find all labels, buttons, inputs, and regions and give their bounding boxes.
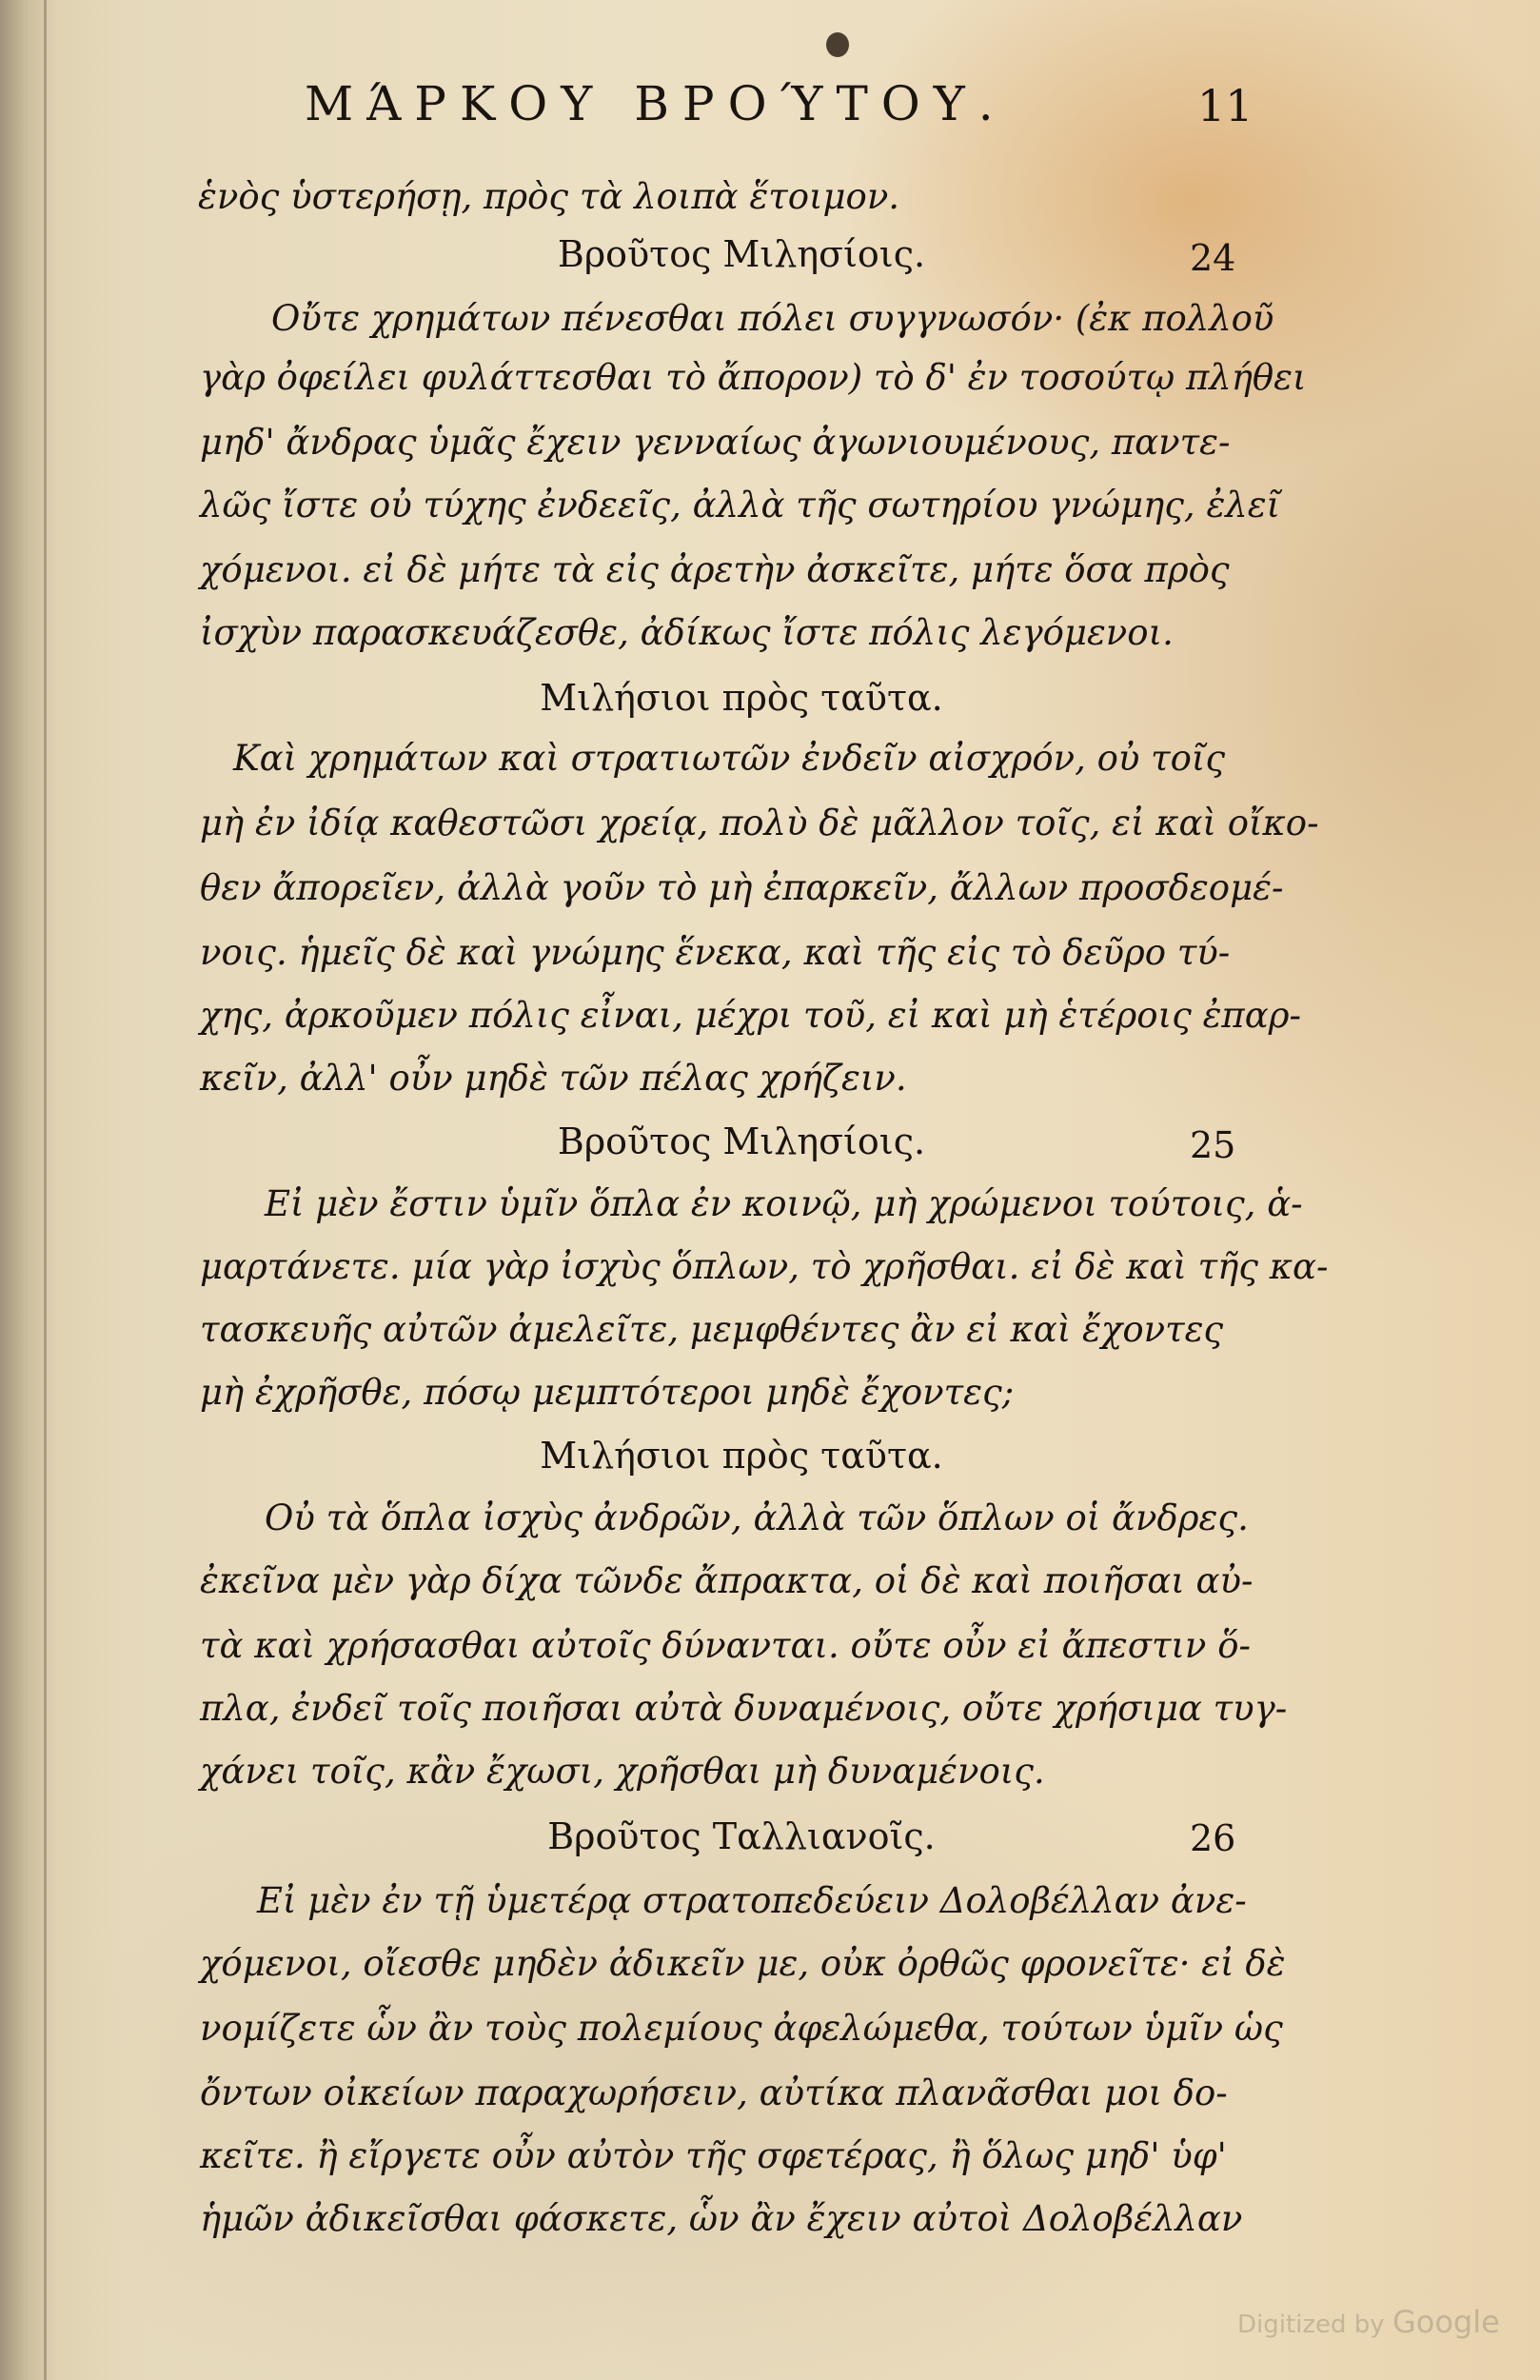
reply-25-heading [0,1435,1540,1477]
reply-25-line-3: τὰ καὶ χρήσασθαι αὐτοῖς δύνανται. οὔτε οὖν εἰ ἄπεστιν ὅ- [200,1625,1251,1666]
letter-25-line-2: μαρτάνετε. μία γὰρ ἰσχὺς ὅπλων, τὸ χρῆσθαι. εἰ δὲ καὶ τῆς κα- [200,1246,1329,1287]
reply-24-line-1: Καὶ χρημάτων καὶ στρατιωτῶν ἐνδεῖν αἰσχρόν, οὐ τοῖς [233,738,1226,779]
letter-26-line-2: χόμενοι, οἴεσθε μηδὲν ἀδικεῖν με, οὐκ ὀρθῶς φρονεῖτε· εἰ δὲ [200,1943,1286,1984]
reply-24-heading [0,677,1540,719]
letter-24-line-6: ἰσχὺν παρασκευάζεσθε, ἀδίκως ἴστε πόλις λεγόμενοι. [200,612,1174,653]
reply-25-line-2: ἐκεῖνα μὲν γὰρ δίχα τῶνδε ἄπρακτα, οἱ δὲ καὶ ποιῆσαι αὐ- [200,1560,1254,1601]
binding-hole [826,32,849,57]
reply-25-line-1: Οὐ τὰ ὅπλα ἰσχὺς ἀνδρῶν, ἀλλὰ τῶν ὅπλων οἱ ἄνδρες. [265,1497,1249,1538]
reply-24-line-5: χης, ἀρκοῦμεν πόλις εἶναι, μέχρι τοῦ, εἰ καὶ μὴ ἑτέροις ἐπαρ- [200,995,1301,1036]
letter-26-heading-text: Βροῦτος Ταλλιανοῖς. [547,1815,936,1857]
letter-26-line-3: νομίζετε ὧν ἂν τοὺς πολεμίους ἀφελώμεθα, τούτων ὑμῖν ὡς [200,2008,1283,2049]
letter-24-heading-text: Βροῦτος Μιλησίοις. [557,233,926,275]
reply-24-line-4: νοις. ἡμεῖς δὲ καὶ γνώμης ἕνεκα, καὶ τῆς εἰς τὸ δεῦρο τύ- [200,932,1231,973]
google-brand-label: Google [1392,2304,1500,2340]
reply-24-line-3: θεν ἄπορεῖεν, ἀλλὰ γοῦν τὸ μὴ ἐπαρκεῖν, ἄλλων προσδεομέ- [200,867,1284,908]
reply-24-line-6: κεῖν, ἀλλ' οὖν μηδὲ τῶν πέλας χρήζειν. [200,1058,907,1099]
letter-25-heading-text: Βροῦτος Μιλησίοις. [557,1121,926,1162]
letter-24-line-1: Οὔτε χρημάτων πένεσθαι πόλει συγγνωσόν· (ἐκ πολλοῦ [271,298,1274,339]
letter-25-heading [0,1123,1540,1160]
letter-25-line-1: Εἰ μὲν ἔστιν ὑμῖν ὅπλα ἐν κοινῷ, μὴ χρώμενοι τούτοις, ἁ- [265,1183,1303,1224]
letter-26-line-4: ὄντων οἰκείων παραχωρήσειν, αὐτίκα πλανᾶσθαι μοι δο- [200,2073,1228,2113]
letter-24-line-2: γὰρ ὀφείλει φυλάττεσθαι τὸ ἄπορον) τὸ δ' ἐν τοσούτῳ πλήθει [200,357,1307,398]
letter-24-line-3: μηδ' ἄνδρας ὑμᾶς ἔχειν γενναίως ἀγωνιουμένους, παντε- [200,422,1231,463]
gutter-fold-line [44,0,47,2380]
reply-24-heading-text: Μιλήσιοι πρὸς ταῦτα. [540,677,943,719]
letter-26-line-6: ἡμῶν ἀδικεῖσθαι φάσκετε, ὧν ἂν ἔχειν αὐτοὶ Δολοβέλλαν [200,2198,1243,2239]
letter-24-number: 24 [1190,237,1236,279]
digitized-by-label: Digitized by [1237,2311,1385,2339]
opening-line: ἑνὸς ὑστερήσῃ, πρὸς τὰ λοιπὰ ἕτοιμον. [198,176,900,217]
letter-26-number: 26 [1190,1817,1236,1859]
digitized-by-watermark [1237,2304,1500,2340]
letter-24-line-5: χόμενοι. εἰ δὲ μήτε τὰ εἰς ἀρετὴν ἀσκεῖτε, μήτε ὅσα πρὸς [200,549,1230,590]
reply-24-line-2: μὴ ἐν ἰδίᾳ καθεστῶσι χρείᾳ, πολὺ δὲ μᾶλλον τοῖς, εἰ καὶ οἴκο- [200,803,1319,843]
reply-25-line-5: χάνει τοῖς, κἂν ἔχωσι, χρῆσθαι μὴ δυναμένοις. [200,1751,1045,1792]
running-head-title: ΜΆΡΚΟΥ ΒΡΟΎΤΟΥ. [305,76,1007,131]
letter-26-line-5: κεῖτε. ἢ εἴργετε οὖν αὐτὸν τῆς σφετέρας, ἢ ὅλως μηδ' ὑφ' [200,2135,1227,2176]
letter-25-line-3: τασκευῆς αὐτῶν ἀμελεῖτε, μεμφθέντες ἂν εἰ καὶ ἔχοντες [200,1309,1224,1350]
letter-26-heading [0,1815,1540,1859]
page-gutter [0,0,59,2380]
letter-24-line-4: λῶς ἴστε οὐ τύχης ἐνδεεῖς, ἀλλὰ τῆς σωτηρίου γνώμης, ἐλεῖ [200,485,1281,526]
letter-25-line-4: μὴ ἐχρῆσθε, πόσῳ μεμπτότεροι μηδὲ ἔχοντες; [200,1372,1015,1413]
letter-24-heading [0,233,1540,275]
reply-25-heading-text: Μιλήσιοι πρὸς ταῦτα. [540,1435,943,1477]
letter-26-line-1: Εἰ μὲν ἐν τῇ ὑμετέρᾳ στρατοπεδεύειν Δολοβέλλαν ἀνε- [257,1880,1247,1921]
reply-25-line-4: πλα, ἐνδεῖ τοῖς ποιῆσαι αὐτὰ δυναμένοις, οὔτε χρήσιμα τυγ- [200,1688,1288,1729]
letter-25-number: 25 [1190,1124,1236,1166]
page-number: 11 [1197,80,1254,131]
